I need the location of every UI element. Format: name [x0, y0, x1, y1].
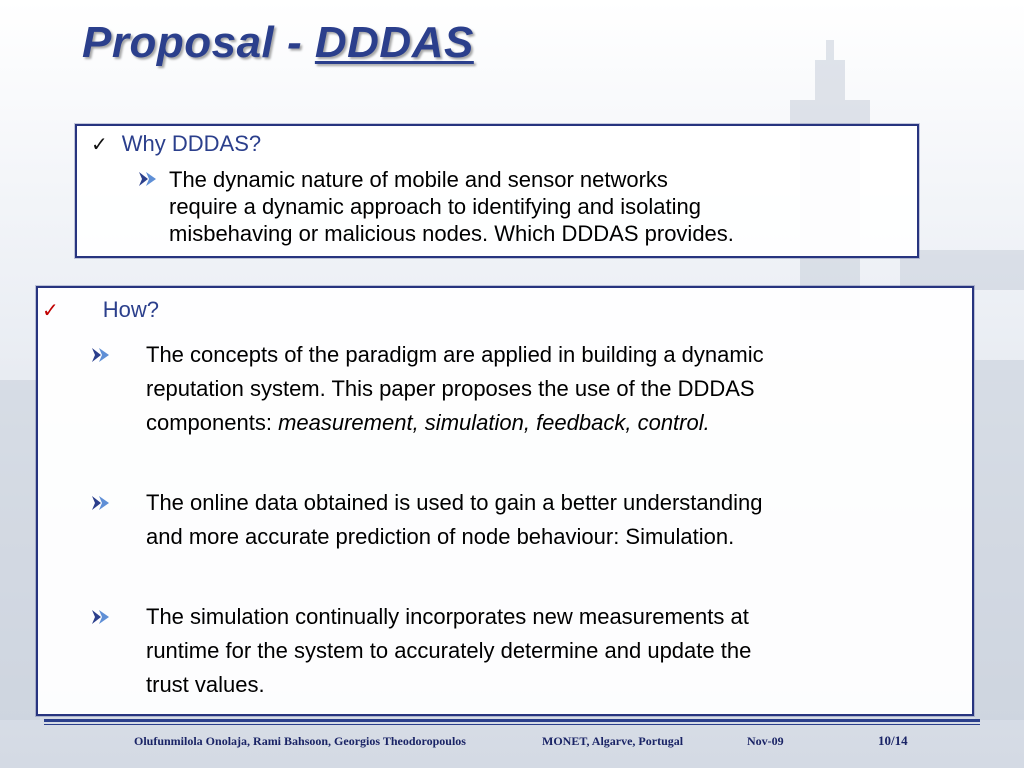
b3-line-2: runtime for the system to accurately determine and update the	[146, 638, 752, 663]
why-bullet	[137, 166, 734, 247]
why-line-2: require a dynamic approach to identifying and isolating	[169, 194, 701, 219]
b1-line-3-italic: measurement, simulation, feedback, control.	[278, 410, 710, 435]
footer-venue: MONET, Algarve, Portugal	[542, 734, 684, 748]
page-number: 10/14	[878, 733, 908, 748]
arrow-bullet-icon	[90, 608, 114, 626]
footer-date: Nov-09	[747, 734, 784, 748]
checkmark-icon: ✓	[42, 298, 59, 322]
how-bullet-1	[90, 338, 764, 440]
how-bullet-1-text	[146, 338, 764, 440]
b1-line-1: The concepts of the paradigm are applied in building a dynamic	[146, 342, 764, 367]
slide-title	[82, 18, 474, 68]
b3-line-1: The simulation continually incorporates new measurements at	[146, 604, 749, 629]
how-bullet-3	[90, 600, 751, 702]
footer-divider	[44, 719, 980, 722]
why-line-3: misbehaving or malicious nodes. Which DDDAS provides.	[169, 221, 734, 246]
arrow-bullet-icon	[137, 170, 161, 188]
b2-line-1: The online data obtained is used to gain a better understanding	[146, 490, 763, 515]
title-prefix: Proposal -	[82, 18, 315, 67]
checkmark-icon: ✓	[91, 132, 108, 156]
why-bullet-text	[169, 166, 734, 247]
footer-divider-thin	[44, 724, 980, 725]
how-bullet-2-text	[146, 486, 762, 554]
b1-line-2: reputation system. This paper proposes the use of the DDDAS	[146, 376, 755, 401]
b1-line-3	[146, 406, 764, 440]
why-dddas-box	[75, 124, 919, 258]
how-heading: How?	[102, 297, 160, 322]
why-line-1: The dynamic nature of mobile and sensor networks	[169, 167, 668, 192]
b1-line-3-prefix: components:	[146, 410, 279, 435]
why-heading: Why DDDAS?	[121, 131, 262, 156]
b2-line-2: and more accurate prediction of node behaviour: Simulation.	[146, 524, 735, 549]
arrow-bullet-icon	[90, 494, 114, 512]
how-bullet-3-text	[146, 600, 751, 702]
how-box	[36, 286, 974, 716]
title-underlined: DDDAS	[314, 18, 474, 67]
arrow-bullet-icon	[90, 346, 114, 364]
how-bullet-2	[90, 486, 762, 554]
why-heading-row	[91, 132, 261, 156]
b3-line-3: trust values.	[146, 672, 265, 697]
how-heading-row	[42, 298, 159, 322]
footer-authors: Olufunmilola Onolaja, Rami Bahsoon, Georgios Theodoropoulos	[134, 734, 466, 748]
